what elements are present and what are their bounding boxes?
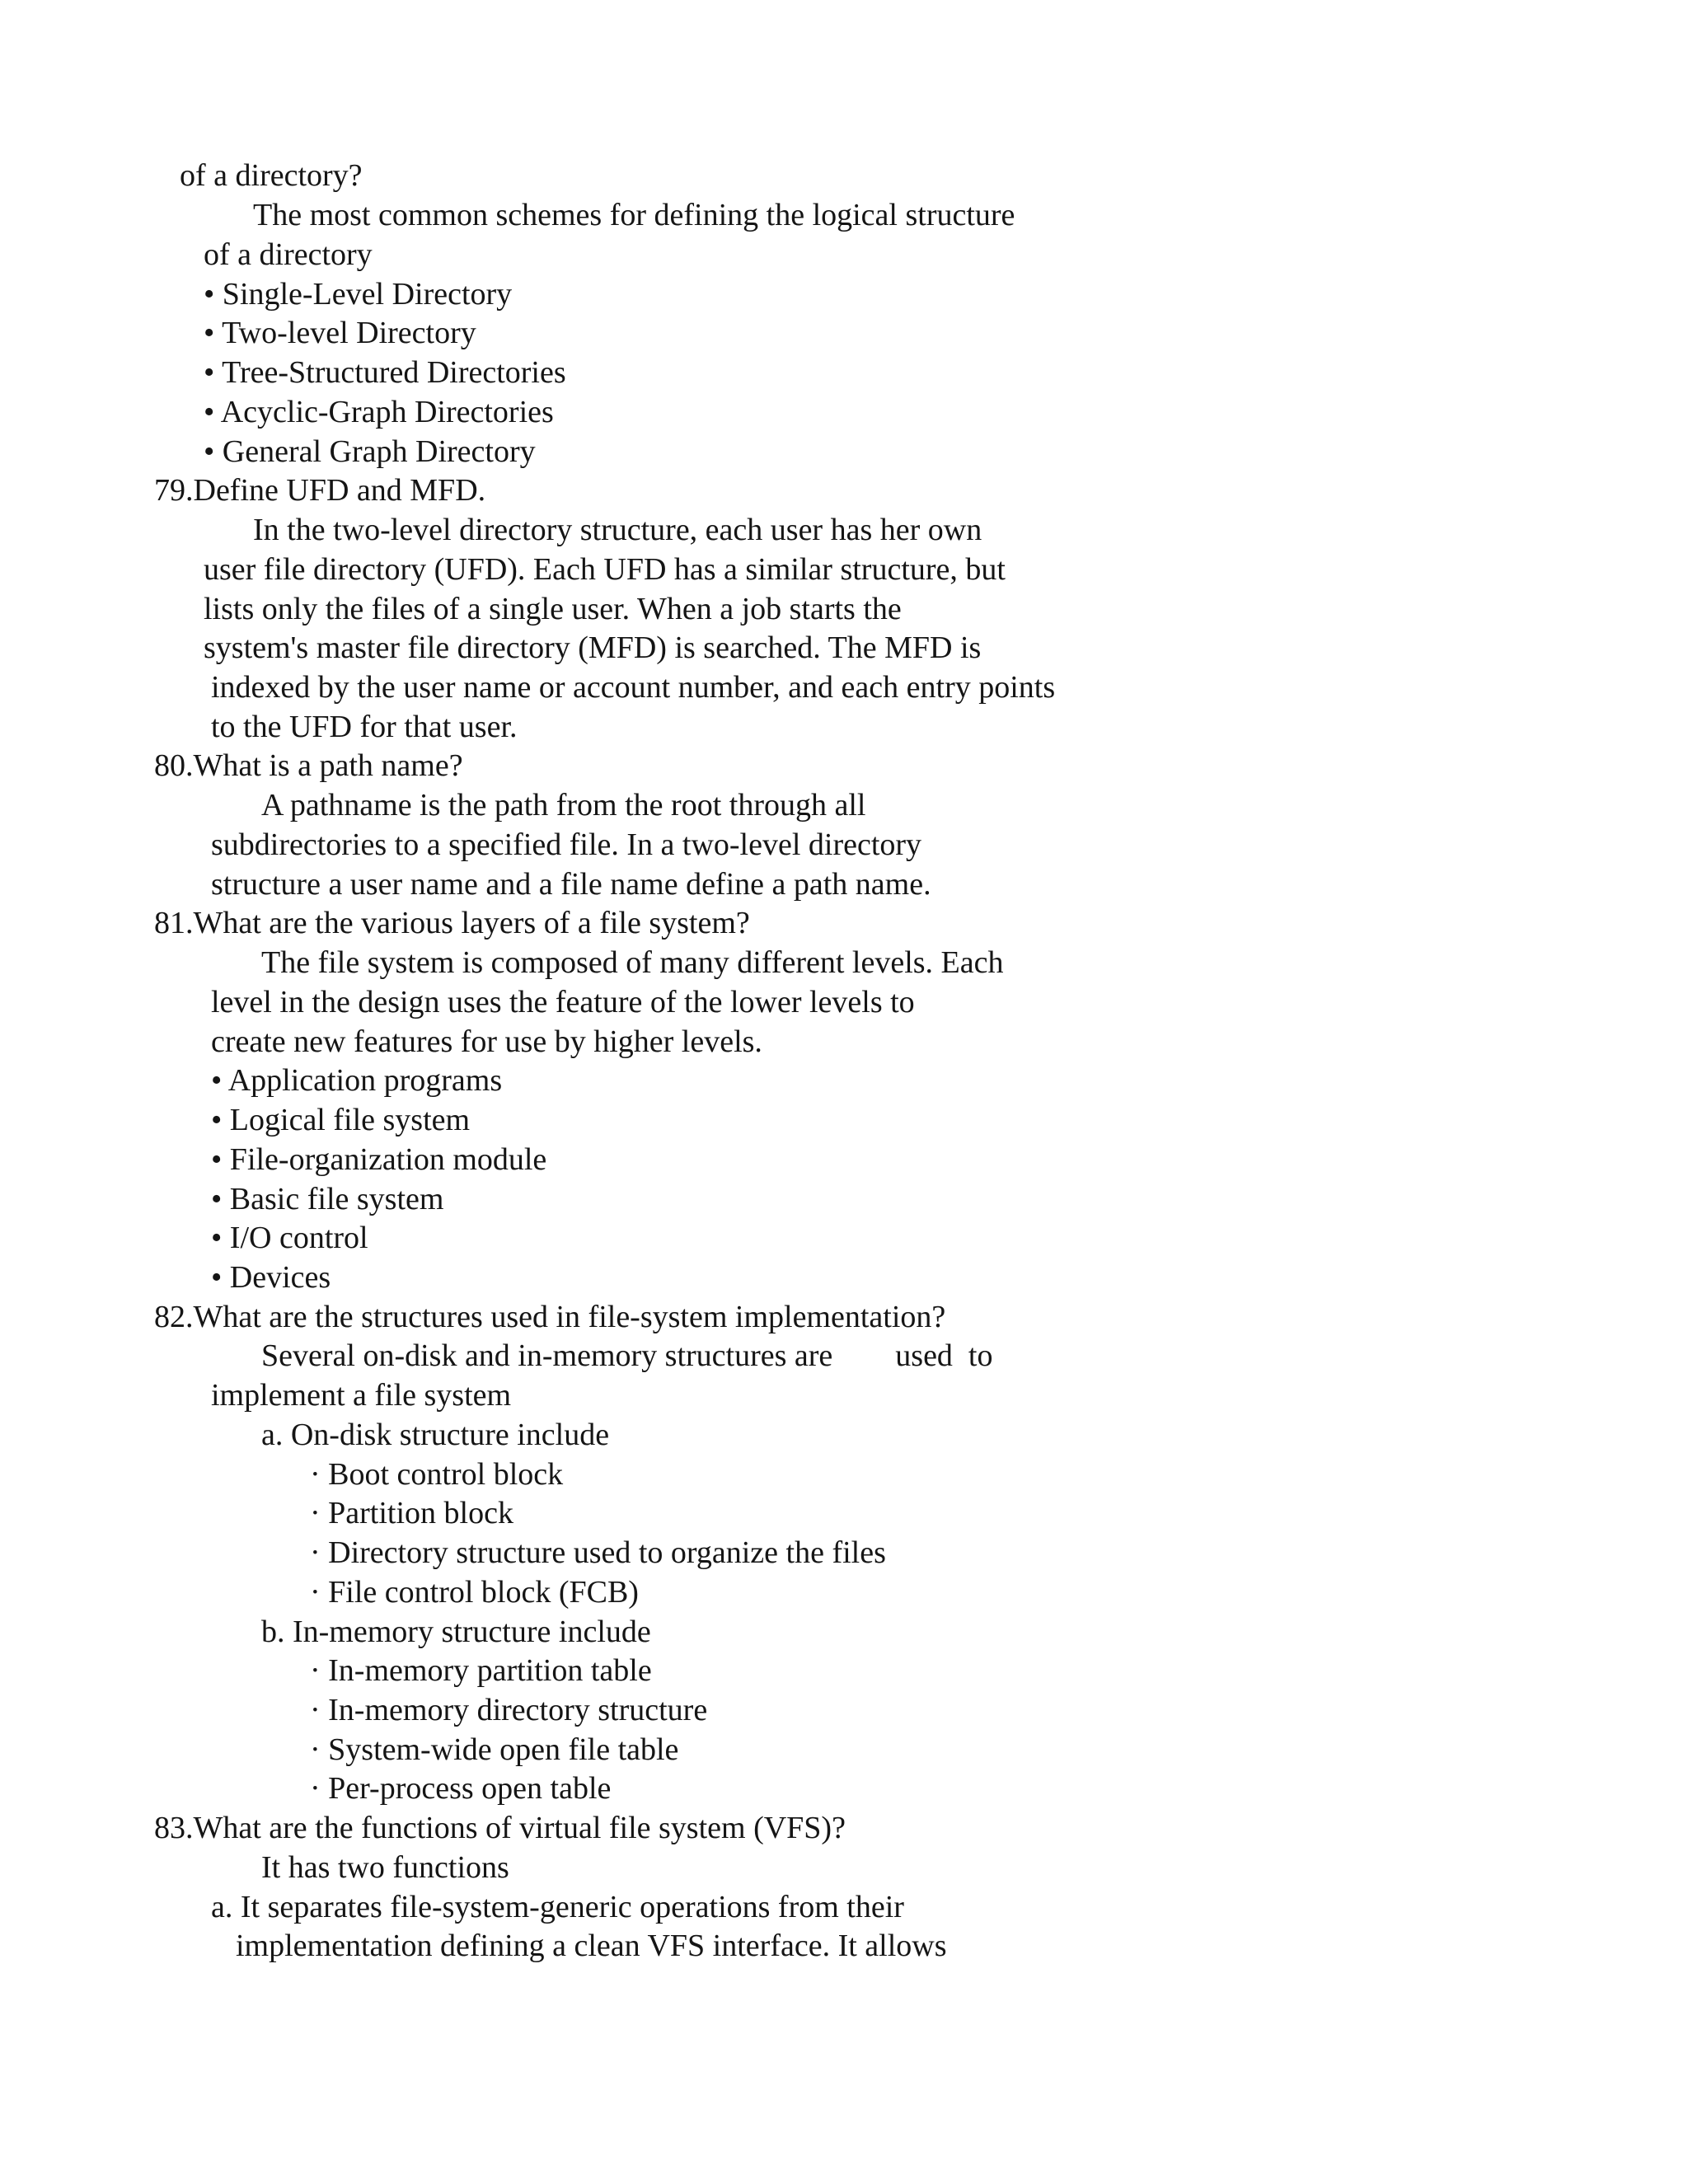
question-heading: 83.What are the functions of virtual file system (VFS)? [154, 1811, 846, 1845]
question-heading: 80.What is a path name? [154, 748, 463, 783]
sub-heading: b. In-memory structure include [261, 1615, 651, 1649]
answer-text: Several on-disk and in-memory structures are used to [261, 1338, 993, 1373]
list-item: • Acyclic-Graph Directories [204, 395, 554, 429]
list-item: • Basic file system [211, 1182, 444, 1216]
answer-text: The most common schemes for defining the logical structure [253, 198, 1015, 232]
text-line: of a directory? [180, 158, 363, 193]
list-item: · Partition block [310, 1496, 513, 1530]
list-item: • File-organization module [211, 1142, 547, 1177]
answer-text: A pathname is the path from the root through all [261, 788, 866, 823]
answer-text: It has two functions [261, 1850, 509, 1885]
answer-text: create new features for use by higher levels. [211, 1024, 762, 1059]
list-item: · Per-process open table [310, 1771, 612, 1806]
list-item: · System-wide open file table [310, 1732, 679, 1767]
list-item: · Directory structure used to organize the files [310, 1535, 886, 1570]
list-item: • Devices [211, 1260, 331, 1295]
answer-text: level in the design uses the feature of the lower levels to [211, 985, 915, 1019]
question-heading: 81.What are the various layers of a file system? [154, 906, 750, 940]
question-heading: 79.Define UFD and MFD. [154, 473, 486, 508]
answer-text: system's master file directory (MFD) is searched. The MFD is [204, 630, 982, 665]
answer-text: In the two-level directory structure, each user has her own [253, 513, 982, 547]
answer-text: subdirectories to a specified file. In a two-level directory [211, 827, 922, 862]
list-item: • Application programs [211, 1063, 503, 1098]
list-item: • Single-Level Directory [204, 277, 513, 312]
answer-text: implement a file system [211, 1378, 512, 1413]
answer-text: implementation defining a clean VFS interface. It allows [236, 1929, 947, 1963]
answer-text: lists only the files of a single user. When a job starts the [204, 592, 902, 626]
answer-text: to the UFD for that user. [211, 710, 518, 744]
list-item: • General Graph Directory [204, 434, 536, 469]
sub-heading: a. On-disk structure include [261, 1418, 610, 1452]
sub-heading: a. It separates file-system-generic operations from their [211, 1890, 904, 1924]
list-item: · In-memory directory structure [310, 1693, 708, 1727]
list-item: · File control block (FCB) [310, 1575, 639, 1610]
answer-text: The file system is composed of many different levels. Each [261, 945, 1004, 980]
list-item: · In-memory partition table [310, 1653, 652, 1688]
list-item: • Logical file system [211, 1103, 471, 1137]
list-item: • Two-level Directory [204, 316, 476, 350]
list-item: · Boot control block [310, 1457, 564, 1492]
answer-text: structure a user name and a file name define a path name. [211, 867, 931, 902]
list-item: • Tree-Structured Directories [204, 355, 566, 390]
answer-text: of a directory [204, 237, 373, 272]
answer-text: user file directory (UFD). Each UFD has a similar structure, but [204, 552, 1006, 587]
list-item: • I/O control [211, 1221, 368, 1255]
answer-text: indexed by the user name or account number, and each entry points [211, 670, 1056, 705]
question-heading: 82.What are the structures used in file-system implementation? [154, 1300, 946, 1334]
